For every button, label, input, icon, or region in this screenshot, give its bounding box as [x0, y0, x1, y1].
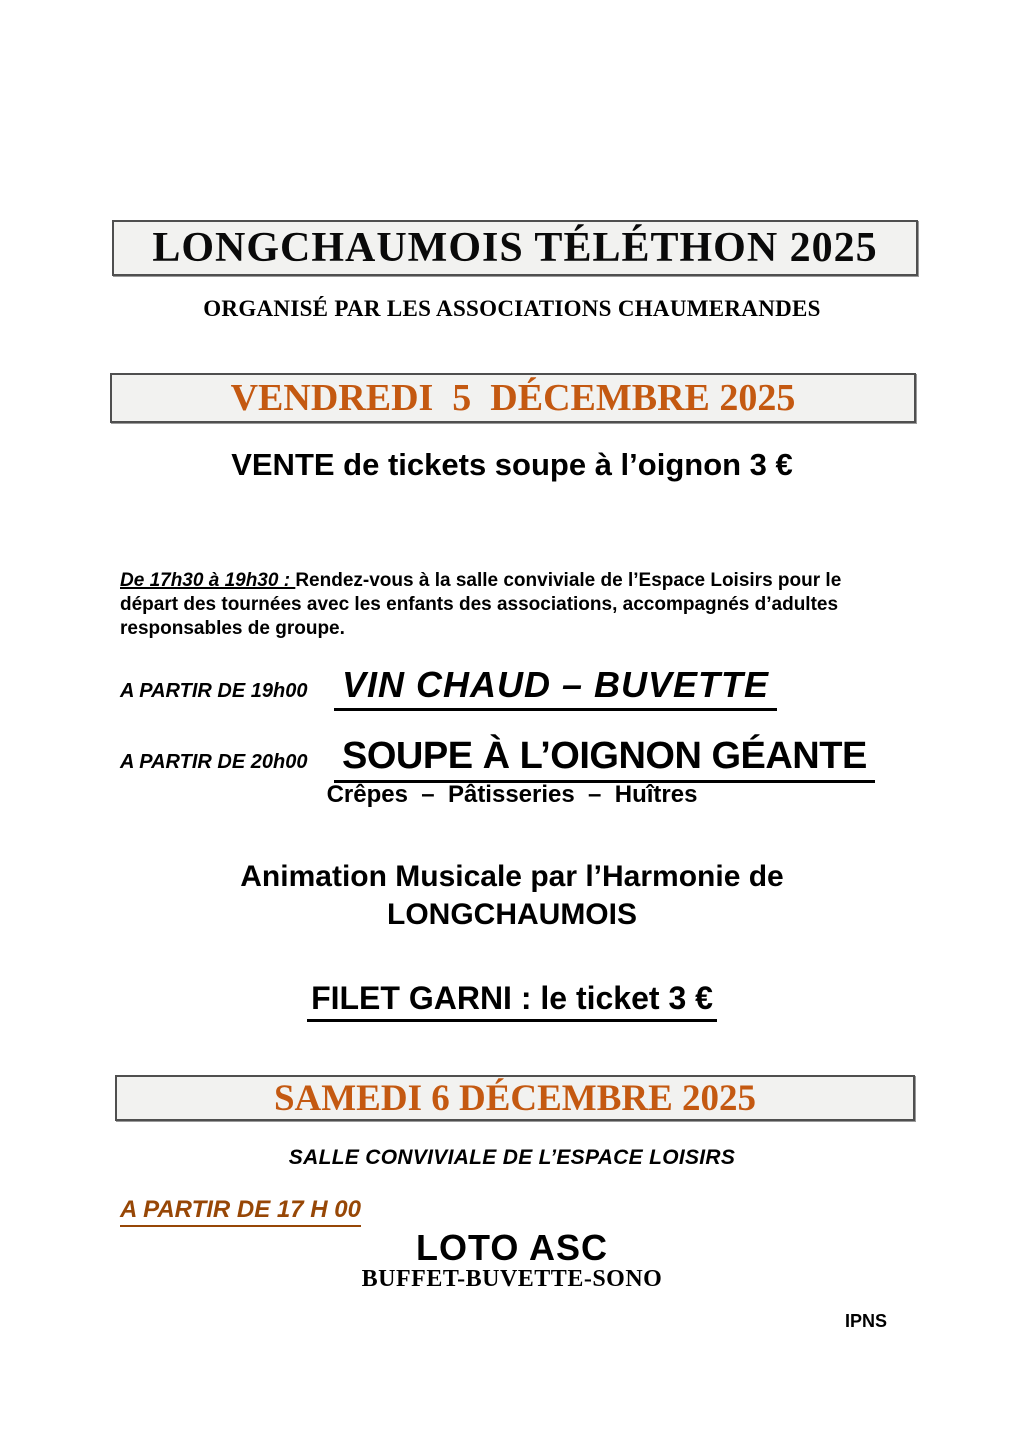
meeting-text: Rendez-vous à la salle conviviale de l’Espace Loisirs pour le départ des tournées avec les enfants des associations, accompagnés d’adultes responsables de groupe.: [120, 570, 842, 640]
event-time-20h: A PARTIR DE 20h00: [120, 751, 308, 773]
event-title-vin-chaud: VIN CHAUD – BUVETTE: [334, 664, 777, 711]
friday-date-banner: [110, 373, 916, 423]
filet-garni-text: FILET GARNI : le ticket 3 €: [307, 980, 717, 1022]
food-list-line: Crêpes – Pâtisseries – Huîtres: [326, 781, 698, 808]
buffet-line: BUFFET-BUVETTE-SONO: [361, 1266, 663, 1292]
loto-title: LOTO ASC: [415, 1227, 608, 1268]
ipns-note: IPNS: [845, 1311, 888, 1331]
event-title-soupe: SOUPE À L’OIGNON GÉANTE: [334, 735, 875, 783]
friday-date: VENDREDI 5 DÉCEMBRE 2025: [230, 377, 796, 419]
main-title-banner: [112, 220, 918, 276]
venue-line: SALLE CONVIVIALE DE L’ESPACE LOISIRS: [288, 1146, 736, 1169]
ticket-sale-line: VENTE de tickets soupe à l’oignon 3 €: [231, 447, 793, 482]
meeting-time-range: De 17h30 à 19h30 :: [120, 570, 296, 592]
saturday-date: SAMEDI 6 DÉCEMBRE 2025: [273, 1077, 757, 1119]
meeting-paragraph: [120, 545, 902, 642]
event-time-19h: A PARTIR DE 19h00: [120, 680, 308, 702]
organizer-subtitle: ORGANISÉ PAR LES ASSOCIATIONS CHAUMERANDES: [203, 296, 821, 321]
saturday-date-banner: [115, 1075, 915, 1121]
saturday-start-time-text: A PARTIR DE 17 H 00: [120, 1196, 361, 1227]
main-title: LONGCHAUMOIS TÉLÉTHON 2025: [152, 225, 878, 271]
saturday-start-time: [120, 1196, 361, 1227]
event-row-19h: [120, 664, 777, 711]
filet-garni-line: [0, 980, 1024, 1022]
musical-animation-line: Animation Musicale par l’Harmonie de LONGCHAUMOIS: [240, 860, 784, 932]
event-row-20h: [120, 735, 875, 783]
